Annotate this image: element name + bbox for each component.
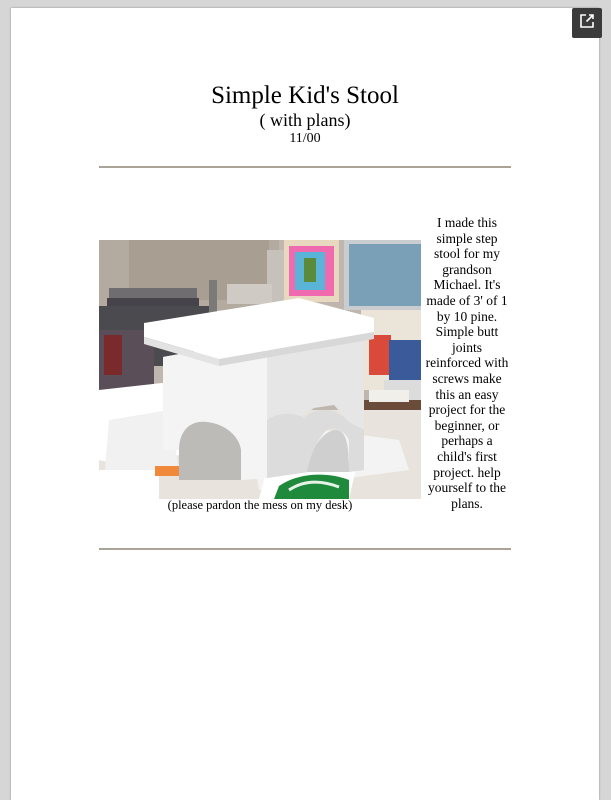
stool-description: I made this simple step stool for my grandson Michael. It's made of 3' of 1 by 10 pine. Simple butt joints reinforced with screws make this an easy project for the beginner, or perhaps a child's first project. help yourself to the plans. xyxy=(425,215,509,511)
photo-caption: (please pardon the mess on my desk) xyxy=(167,498,353,512)
open-in-new-icon xyxy=(579,13,595,34)
page-header xyxy=(11,82,599,147)
document-page xyxy=(11,8,599,800)
page-subtitle: ( with plans) xyxy=(259,110,351,130)
page-title: Simple Kid's Stool xyxy=(211,82,399,109)
top-divider xyxy=(99,166,511,168)
stool-photo xyxy=(99,240,421,499)
open-in-new-button[interactable] xyxy=(572,8,602,38)
bottom-divider xyxy=(99,548,511,550)
page-date: 11/00 xyxy=(289,131,321,146)
